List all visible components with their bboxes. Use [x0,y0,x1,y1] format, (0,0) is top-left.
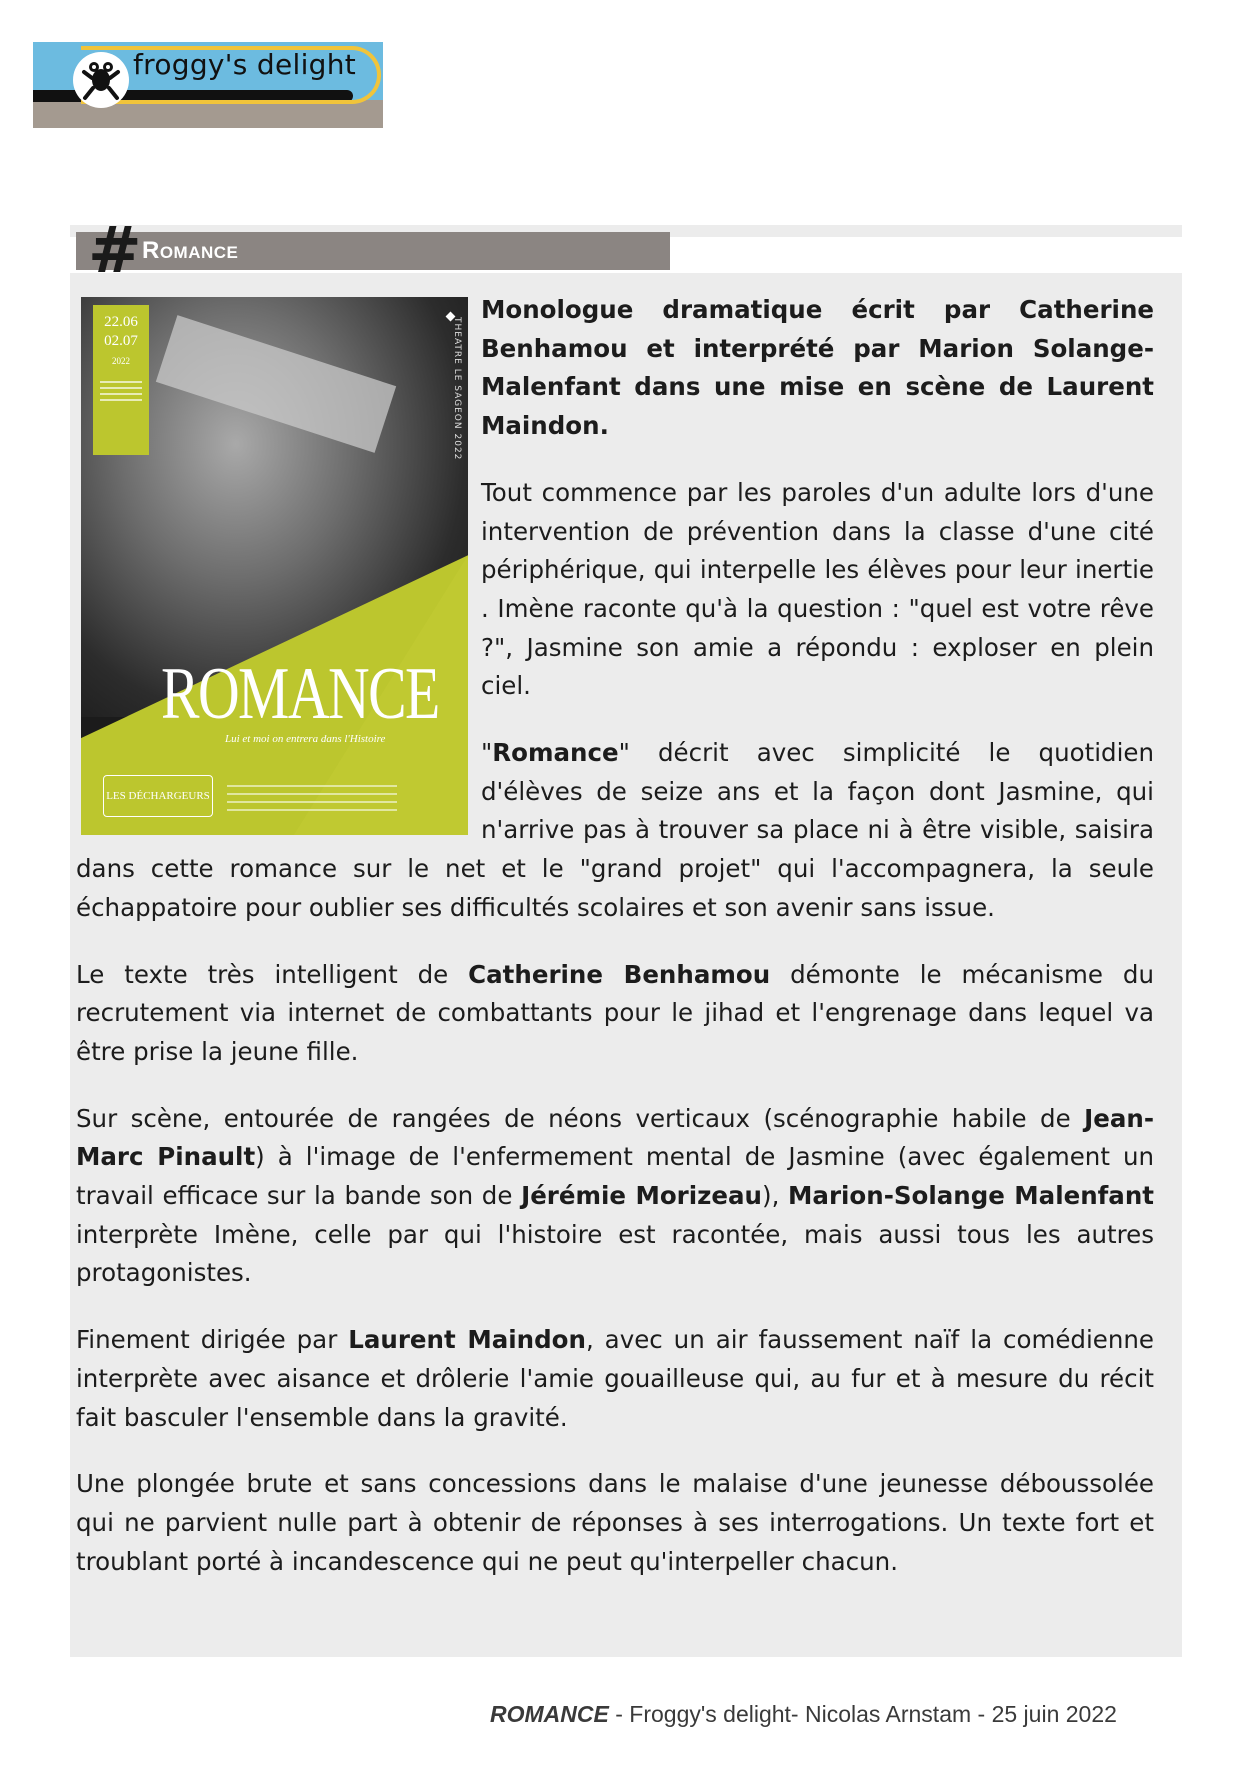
poster-date-end: 02.07 [104,333,138,349]
caption-title: ROMANCE [490,1701,609,1727]
text-run: Une plongée brute et sans concessions dans le malaise d'une jeunesse déboussolée qui ne parvient nulle part à obtenir de réponses à ses interrogations. Un texte fort et troublant porté à incandescence qui ne peut qu'interpeller chacun. [76,1469,1154,1576]
section-heading-bar [70,214,1182,288]
logo-band [33,100,383,128]
article-paragraph [76,1100,1154,1294]
text-run: Le texte très intelligent de [76,959,469,989]
poster-venue-logo: LES DÉCHARGEURS [103,775,213,817]
bold-run: Monologue dramatique écrit par Catherine Benhamou et interprété par Marion Solange-Malenfant dans une mise en scène de Laurent Maindon. [481,295,1154,441]
bold-run: Marion-Solange Malenfant [788,1181,1154,1211]
text-run: " [481,738,493,768]
source-caption [490,1701,1117,1728]
article-panel [70,214,1182,1657]
text-run: Sur scène, entourée de rangées de néons verticaux (scénographie habile de [76,1103,1085,1133]
site-logo[interactable] [33,42,383,128]
text-run: démonte le mécanisme du recrutement via internet de combattants pour le jihad et l'engrenage dans lequel va être prise la jeune fille. [76,959,1154,1066]
poster-date-start: 22.06 [104,314,138,330]
bold-run: Jean-Marc Pinault [76,1103,1154,1172]
frog-icon [73,52,129,108]
poster-title: ROMANCE [161,653,439,735]
bold-run: Catherine Benhamou [468,959,771,989]
bold-run: Laurent Maindon [348,1325,586,1355]
article-paragraph [76,956,1154,1072]
poster-float-space [76,291,481,841]
text-run: Finement dirigée par [76,1325,349,1355]
poster-theatre: THEATRE LE SAGEON 2022 [452,317,462,461]
article-paragraph [76,1465,1154,1581]
bold-run: Jérémie Morizeau [521,1181,763,1211]
text-run: ) à l'image de l'enfermement mental de Jasmine (avec également un travail efficace sur la bande son de [76,1142,1154,1211]
text-run: interprète Imène, celle par qui l'histoire est racontée, mais aussi tous les autres protagonistes. [76,1219,1154,1288]
text-run: Tout commence par les paroles d'un adulte lors d'une intervention de prévention dans la classe d'une cité périphérique, qui interpelle les élèves pour leur inertie . Imène raconte qu'à la question : "quel est votre rêve ?", Jasmine son amie a répondu : exploser en plein ciel. [481,477,1154,701]
poster-tagline: Lui et moi on entrera dans l'Histoire [225,733,386,745]
text-run: " décrit avec simplicité le quotidien d'élèves de seize ans et la façon dont Jasmine, qui n'arrive pas à trouver sa place ni à être visible, saisira dans cette romance sur le net et le "grand projet" qui l'accompagnera, la seule échappatoire pour oublier ses difficultés scolaires et son avenir sans issue. [76,738,1154,922]
hash-icon: # [88,214,142,288]
section-title: Romance [142,237,239,264]
article-body [76,291,1154,1609]
poster-year: 2022 [112,356,130,366]
logo-wordmark: froggy's delight [133,48,357,81]
bold-run: Romance [492,738,619,768]
caption-details: - Froggy's delight- Nicolas Arnstam - 25 juin 2022 [608,1701,1117,1727]
text-run: ), [762,1181,789,1211]
article-paragraph [76,1321,1154,1437]
text-run: , avec un air faussement naïf la comédienne interprète avec aisance et drôlerie l'amie gouailleuse qui, au fur et à mesure du récit fait basculer l'ensemble dans la gravité. [76,1325,1154,1432]
